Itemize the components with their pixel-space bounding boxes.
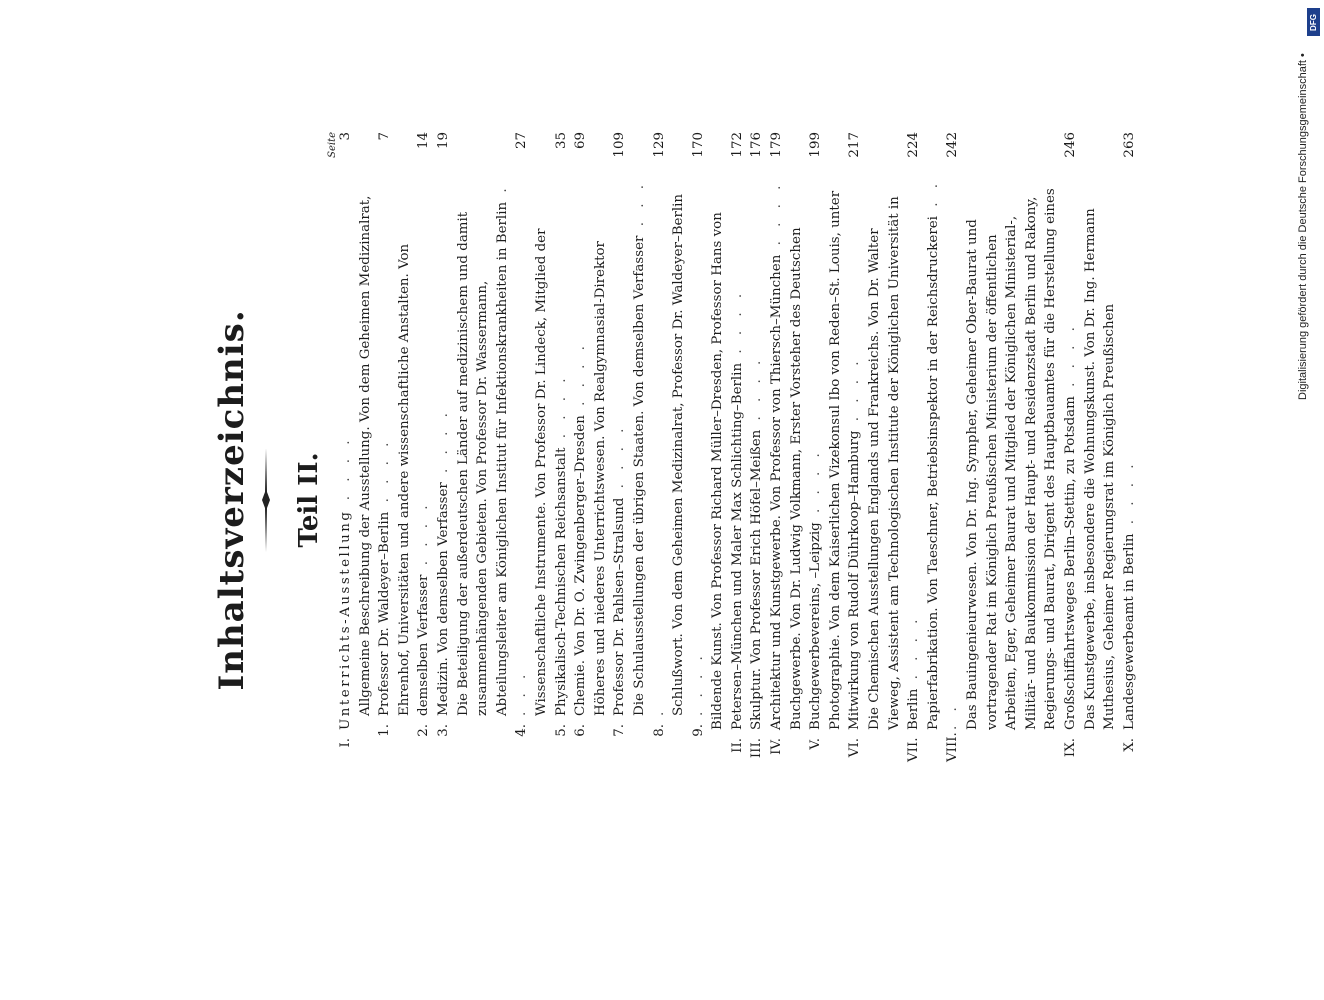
toc-subentry [434, 132, 454, 762]
entry-title-text: Allgemeine Beschreibung der Ausstellung. Von dem Geheimen Medizinalrat, Professor Dr. Waldeyer–Berlin [357, 195, 393, 716]
entry-title [571, 170, 591, 716]
entry-number: IX. [1062, 738, 1078, 758]
leader-dots: . . . . [925, 179, 961, 730]
entry-title [591, 170, 630, 716]
entry-number: VI. [847, 738, 863, 758]
leader-dots: . . . . [416, 500, 432, 575]
entry-title [395, 170, 434, 716]
toc-subentry [395, 132, 434, 762]
toc-subentry [630, 132, 669, 762]
entry-title-text: Skulptur. Von Professor Erich Höfel–Meißen [749, 429, 765, 730]
entry-number: 5. [553, 724, 569, 737]
entry-title-text: Photographie. Von dem Kaiserlichen Vizekonsul Ibo von Reden–St. Louis, unter Mitwirkung von Rudolf Dührkoop–Hamburg [827, 190, 863, 730]
leader-dots: . . . . [808, 448, 824, 523]
entry-title-text: Das Bauingenieurwesen. Von Dr. Ing. Sympher, Geheimer Ober-Baurat und vortragender Rat im Königlich Preußischen Ministerium der öffentlichen Arbeiten, Eger, Geheimer Baurat und Mitglied der Königlichen Ministerial-, Militär- und Baukommission der Haupt- und Residenzstadt Berlin und Rakony, Regierungs- und Baurat, Dirigent des Hauptbauamtes für die Herstellung eines Großschiffahrtsweges Berlin–Stettin, zu Potsdam [965, 188, 1078, 730]
entry-number: 9. [690, 724, 706, 737]
entry-title [963, 170, 1081, 730]
toc-entry [924, 132, 963, 762]
entry-number: V. [808, 738, 824, 750]
leader-dots: . . . . [906, 614, 922, 689]
entry-page-number: 109 [612, 132, 628, 158]
entry-title [787, 170, 826, 730]
dfg-logo-text: DFG [1309, 13, 1319, 31]
entry-title-text: Architektur und Kunstgewerbe. Von Professor von Thiersch–München [769, 254, 785, 730]
entry-number: 1. [377, 724, 393, 737]
toc-entry [767, 132, 787, 762]
entry-page-number: 246 [1062, 132, 1078, 158]
entry-title [708, 170, 747, 730]
entry-title [826, 170, 865, 730]
entry-page-number: 14 [416, 132, 432, 150]
entry-title [865, 170, 924, 730]
toc-entry [747, 132, 767, 762]
leader-dots: . . . . [847, 356, 863, 431]
toc-entry [826, 132, 865, 762]
entry-number: 6. [573, 724, 589, 737]
entry-page-number: 129 [651, 132, 667, 158]
leader-dots: . . . . [612, 423, 628, 498]
entry-title-text: Wissenschaftliche Instrumente. Von Professor Dr. Lindeck, Mitglied der Physikalisch-Technischen Reichsanstalt [533, 228, 569, 716]
entry-number: III. [749, 738, 765, 759]
toc-subentry [669, 132, 708, 762]
leader-dots: . . . . [729, 288, 745, 363]
page-title: Inhaltsverzeichnis. [212, 309, 252, 691]
entry-page-number: 176 [749, 132, 765, 158]
entry-page-number: 19 [435, 132, 451, 150]
entry-title-text: Das Kunstgewerbe, insbesondere die Wohnungskunst. Von Dr. Ing. Hermann Muthesius, Geheimer Regierungsrat im Königlich Preußischen Landesgewerbeamt in Berlin [1082, 208, 1137, 730]
toc-entry [336, 132, 356, 762]
leader-dots: . . . . [690, 651, 706, 716]
entry-number: 7. [612, 724, 628, 737]
entry-title [1081, 170, 1140, 730]
entry-title [356, 170, 395, 716]
entry-title-text: Schlußwort. Von dem Geheimen Medizinalrat, Professor Dr. Waldeyer–Berlin [671, 193, 687, 716]
entry-page-number: 172 [729, 132, 745, 158]
entry-number: IV. [769, 738, 785, 755]
leader-dots: . . . . [1121, 459, 1137, 534]
leader-dots: . . . . [377, 437, 393, 512]
entry-number: X. [1121, 738, 1137, 752]
entry-title [669, 170, 708, 716]
toc-entry [865, 132, 924, 762]
entry-page-number: 224 [906, 132, 922, 158]
entry-number: I. [338, 738, 353, 748]
leader-dots: . . . . [1062, 322, 1078, 397]
entry-page-number: 170 [690, 132, 706, 158]
entry-title [767, 170, 787, 730]
ornament-divider [262, 448, 270, 552]
entry-title [924, 170, 963, 730]
entry-page-number: 242 [945, 132, 961, 158]
entry-number: 2. [416, 724, 432, 737]
entry-number: 8. [651, 724, 667, 737]
entry-title [434, 170, 454, 716]
entry-number: VII. [906, 737, 922, 762]
entry-title-text: Papierfabrikation. Von Taeschner, Betriebsinspektor in der Reichsdruckerei [925, 216, 941, 730]
leader-dots: . . . . [769, 180, 785, 255]
entry-title [747, 170, 767, 730]
table-of-contents [336, 132, 1139, 762]
leader-dots: . . . . [573, 341, 589, 416]
leader-dots: . . . . [553, 373, 569, 448]
entry-page-number: 3 [338, 132, 353, 141]
entry-title-text: Bildende Kunst. Von Professor Richard Müller–Dresden, Professor Hans von Petersen–München und Maler Max Schlichting–Berlin [710, 212, 745, 730]
entry-title-text: Die Chemischen Ausstellungen Englands und Frankreichs. Von Dr. Walter Vieweg, Assistent am Technologischen Institute der Königlichen Universität in Berlin [867, 196, 922, 730]
entry-title-text: Die Schulausstellungen der übrigen Staaten. Von demselben Verfasser [631, 235, 647, 716]
entry-title-text: Medizin. Von demselben Verfasser [435, 482, 451, 716]
leader-dots: . . . . [338, 435, 353, 510]
leader-dots: . . . . [435, 408, 451, 483]
entry-title-text: Die Beteiligung der außerdeutschen Länder auf medizinischem und damit zusammenhängenden Gebieten. Von Professor Dr. Wassermann, Abteilungsleiter am Königlichen Institut für Infektionskrankheiten in Berlin [455, 201, 510, 716]
toc-entry [963, 132, 1081, 762]
entry-page-number: 263 [1121, 132, 1137, 158]
leader-dots: . . . . [494, 183, 530, 716]
toc-subentry [454, 132, 532, 762]
entry-title-text: Ehrenhof, Universitäten und andere wissenschaftliche Anstalten. Von demselben Verfasser [396, 243, 432, 716]
funding-notice: Digitalisierung gefördert durch die Deutsche Forschungsgemeinschaft • [1297, 53, 1309, 400]
leader-dots: . . . . [631, 180, 667, 716]
leader-dots: . . . . [749, 355, 765, 430]
entry-number: VIII. [945, 732, 961, 762]
entry-title-text: Unterrichts-Ausstellung [338, 509, 353, 730]
entry-title [336, 170, 356, 730]
toc-subentry [532, 132, 571, 762]
entry-page-number: 179 [769, 132, 785, 158]
entry-page-number: 35 [553, 132, 569, 150]
entry-page-number: 7 [377, 132, 393, 141]
toc-entry [787, 132, 826, 762]
toc-subentry [571, 132, 591, 762]
toc-subentry [356, 132, 395, 762]
entry-title [454, 170, 532, 716]
entry-title [630, 170, 669, 716]
entry-number: 4. [514, 724, 530, 737]
toc-subentry [591, 132, 630, 762]
entry-number: 3. [435, 724, 451, 737]
entry-number: II. [729, 738, 745, 753]
toc-entry [708, 132, 747, 762]
entry-page-number: 69 [573, 132, 589, 150]
part-title: Teil II. [294, 452, 324, 548]
toc-entry [1081, 132, 1140, 762]
entry-title-text: Chemie. Von Dr. O. Zwingenberger–Dresden [573, 415, 589, 716]
entry-title-text: Höheres und niederes Unterrichtswesen. Von Realgymnasial-Direktor Professor Dr. Pahlsen–Stralsund [592, 241, 628, 716]
page-column-header: Seite [327, 132, 338, 158]
entry-page-number: 217 [847, 132, 863, 158]
entry-title [532, 170, 571, 716]
entry-title-text: Buchgewerbe. Von Dr. Ludwig Volkmann, Erster Vorsteher des Deutschen Buchgewerbevereins, –Leipzig [788, 227, 824, 730]
entry-page-number: 27 [514, 132, 530, 150]
entry-page-number: 199 [808, 132, 824, 158]
